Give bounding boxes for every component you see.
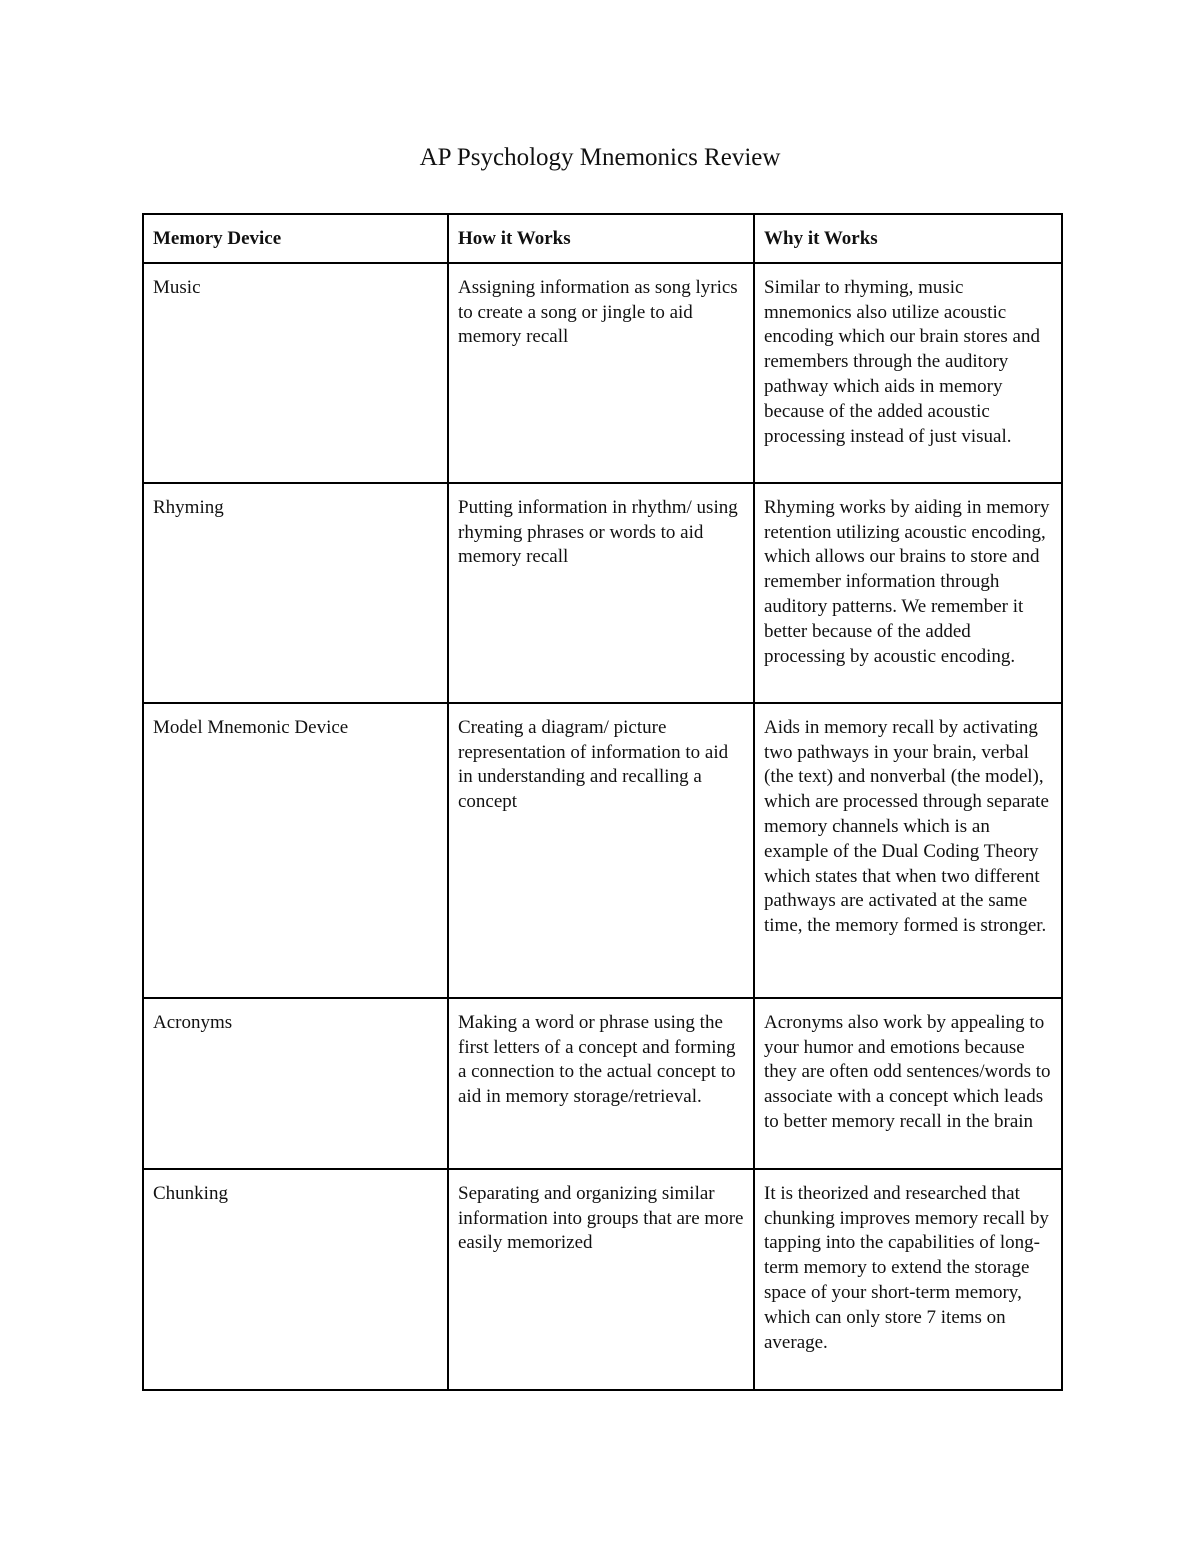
page-title: AP Psychology Mnemonics Review: [419, 144, 781, 171]
why-cell: Similar to rhyming, music mnemonics also utilize acoustic encoding which our brain stores and remembers through the auditory pathway which aids in memory because of the added acoustic processing instead of just visual.: [754, 263, 1062, 483]
why-cell: Rhyming works by aiding in memory retention utilizing acoustic encoding, which allows our brains to store and remember information through auditory patterns. We remember it better because of the added processing by acoustic encoding.: [754, 483, 1062, 703]
device-cell: Rhyming: [143, 483, 448, 703]
device-cell: Music: [143, 263, 448, 483]
table-row: [143, 1169, 1062, 1390]
why-cell: Acronyms also work by appealing to your humor and emotions because they are often odd sentences/words to associate with a concept which leads to better memory recall in the brain: [754, 998, 1062, 1169]
header-memory-device: Memory Device: [143, 214, 448, 263]
why-cell: Aids in memory recall by activating two pathways in your brain, verbal (the text) and nonverbal (the model), which are processed through separate memory channels which is an example of the Dual Coding Theory which states that when two different pathways are activated at the same time, the memory formed is stronger.: [754, 703, 1062, 998]
mnemonics-table: [142, 213, 1063, 1391]
table-row: [143, 703, 1062, 998]
device-cell: Acronyms: [143, 998, 448, 1169]
table-row: [143, 263, 1062, 483]
table-row: [143, 998, 1062, 1169]
how-cell: Assigning information as song lyrics to create a song or jingle to aid memory recall: [448, 263, 754, 483]
device-cell: Model Mnemonic Device: [143, 703, 448, 998]
how-cell: Making a word or phrase using the first letters of a concept and forming a connection to the actual concept to aid in memory storage/retrieval.: [448, 998, 754, 1169]
header-how-it-works: How it Works: [448, 214, 754, 263]
table-row: [143, 483, 1062, 703]
header-why-it-works: Why it Works: [754, 214, 1062, 263]
how-cell: Putting information in rhythm/ using rhyming phrases or words to aid memory recall: [448, 483, 754, 703]
how-cell: Creating a diagram/ picture representation of information to aid in understanding and recalling a concept: [448, 703, 754, 998]
table-header-row: [143, 214, 1062, 263]
device-cell: Chunking: [143, 1169, 448, 1390]
why-cell: It is theorized and researched that chunking improves memory recall by tapping into the capabilities of long-term memory to extend the storage space of your short-term memory, which can only store 7 items on average.: [754, 1169, 1062, 1390]
how-cell: Separating and organizing similar information into groups that are more easily memorized: [448, 1169, 754, 1390]
